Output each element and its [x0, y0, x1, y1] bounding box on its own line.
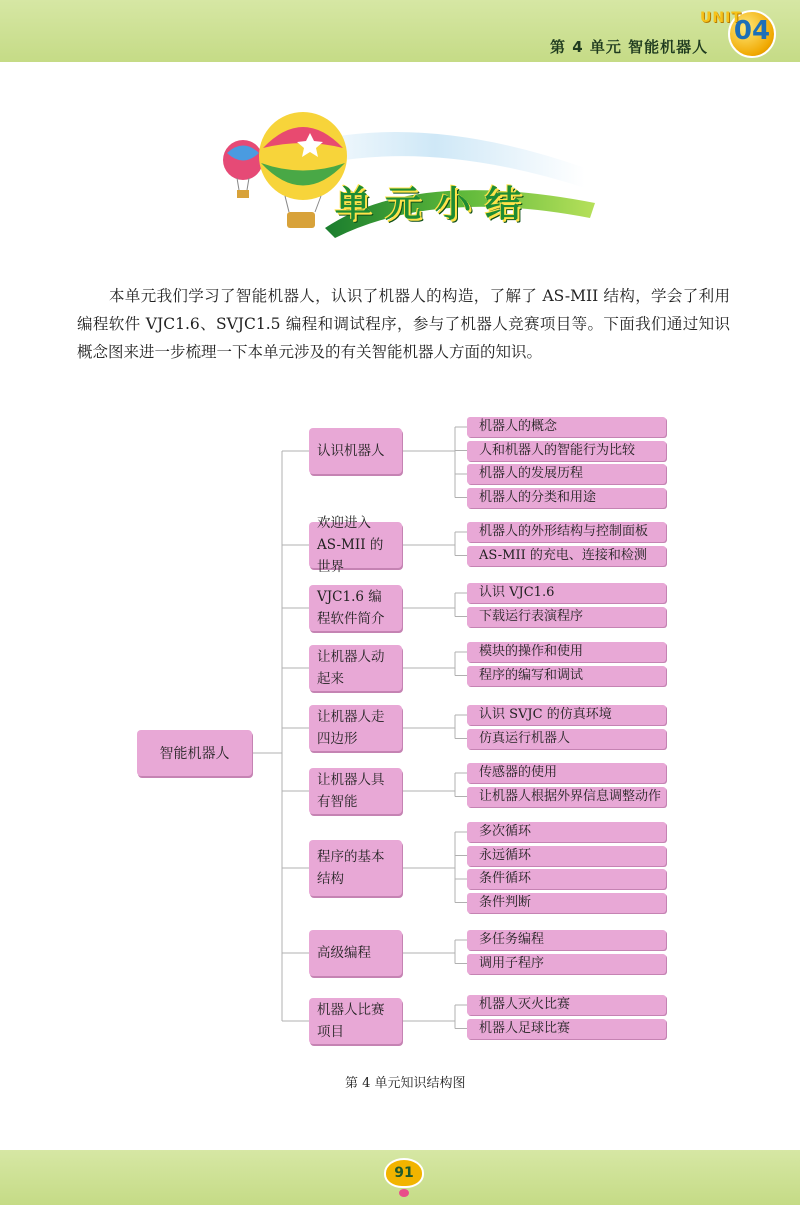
diagram-branch-node: 让机器人走四边形	[309, 705, 402, 751]
unit-number: 04	[733, 16, 771, 46]
diagram-branch-node: 欢迎进入 AS-MII 的世界	[309, 522, 402, 568]
diagram-leaf-node: AS-MII 的充电、连接和检测	[467, 546, 666, 566]
unit-word: UNIT	[700, 10, 742, 26]
diagram-caption: 第 4 单元知识结构图	[345, 1076, 466, 1091]
intro-paragraph: 本单元我们学习了智能机器人，认识了机器人的构造，了解了 AS-MII 结构，学会了利用编程软件 VJC1.6、SVJC1.5 编程和调试程序，参与了机器人竞赛项目等。下面我们通过知识概念图来进一步梳理一下本单元涉及的有关智能机器人方面的知识。	[77, 287, 730, 361]
diagram-leaf-node: 调用子程序	[467, 954, 666, 974]
small-balloon-icon	[223, 140, 263, 198]
diagram-leaf-node: 多任务编程	[467, 930, 666, 950]
diagram-leaf-node: 模块的操作和使用	[467, 642, 666, 662]
diagram-root-node: 智能机器人	[137, 730, 252, 776]
diagram-leaf-node: 机器人的发展历程	[467, 464, 666, 484]
diagram-leaf-node: 条件判断	[467, 893, 666, 913]
diagram-leaf-node: 永远循环	[467, 846, 666, 866]
diagram-leaf-node: 机器人的概念	[467, 417, 666, 437]
page-number: 91	[384, 1158, 424, 1188]
diagram-branch-node: 让机器人具有智能	[309, 768, 402, 814]
diagram-branch-node: 认识机器人	[309, 428, 402, 474]
diagram-leaf-node: 多次循环	[467, 822, 666, 842]
diagram-leaf-node: 机器人的分类和用途	[467, 488, 666, 508]
unit-header-label: 第 4 单元 智能机器人	[550, 38, 709, 56]
diagram-leaf-node: 让机器人根据外界信息调整动作	[467, 787, 666, 807]
diagram-leaf-node: 认识 SVJC 的仿真环境	[467, 705, 666, 725]
diagram-leaf-node: 条件循环	[467, 869, 666, 889]
diagram-leaf-node: 机器人足球比赛	[467, 1019, 666, 1039]
diagram-branch-node: VJC1.6 编程软件简介	[309, 585, 402, 631]
intro-text	[77, 282, 730, 366]
diagram-branch-node: 高级编程	[309, 930, 402, 976]
diagram-leaf-node: 人和机器人的智能行为比较	[467, 441, 666, 461]
diagram-leaf-node: 传感器的使用	[467, 763, 666, 783]
diagram-leaf-node: 程序的编写和调试	[467, 666, 666, 686]
diagram-leaf-node: 机器人的外形结构与控制面板	[467, 522, 666, 542]
unit-logo	[700, 4, 795, 60]
diagram-leaf-node: 认识 VJC1.6	[467, 583, 666, 603]
diagram-branch-node: 让机器人动起来	[309, 645, 402, 691]
knowledge-structure-diagram	[0, 400, 800, 1060]
diagram-leaf-node: 仿真运行机器人	[467, 729, 666, 749]
diagram-leaf-node: 下载运行表演程序	[467, 607, 666, 627]
diagram-leaf-node: 机器人灭火比赛	[467, 995, 666, 1015]
diagram-branch-node: 机器人比赛项目	[309, 998, 402, 1044]
page-number-tail-icon	[399, 1189, 409, 1197]
diagram-branch-node: 程序的基本结构	[309, 840, 402, 896]
banner-title: 单元小结	[335, 184, 536, 225]
large-balloon-icon	[259, 112, 347, 228]
